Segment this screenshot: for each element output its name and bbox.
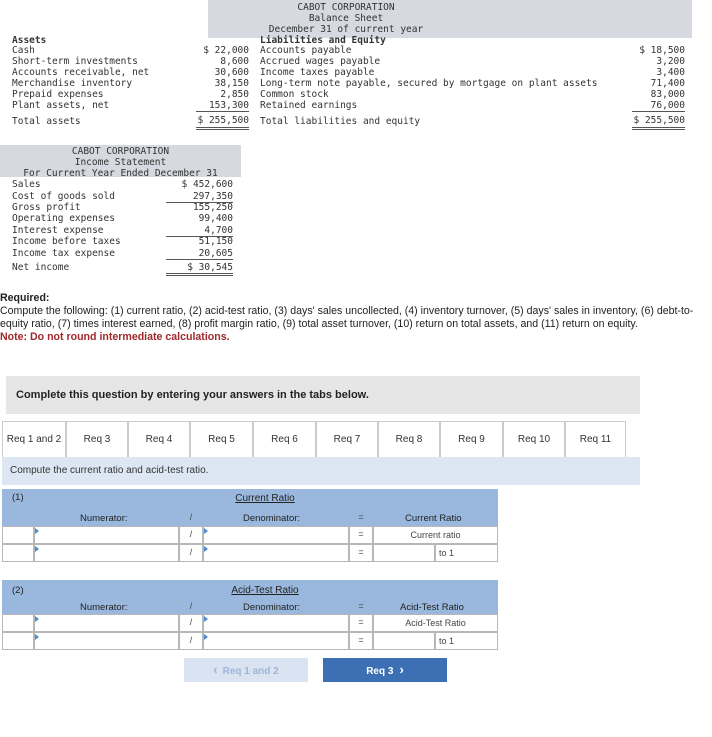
p1-to1: to 1	[439, 548, 455, 558]
is-row-value: 297,350	[166, 191, 233, 203]
chevron-left-icon: ‹	[213, 662, 218, 677]
total-liab-value: $ 255,500	[632, 115, 685, 130]
p2-eq-head: =	[358, 601, 364, 611]
asset-row-value: 8,600	[220, 56, 249, 67]
liab-row-value: 71,400	[650, 78, 685, 89]
is-period: For Current Year Ended December 31	[23, 168, 218, 179]
is-row-value: $ 452,600	[181, 179, 233, 190]
rounding-note: Note: Do not round intermediate calculations.	[0, 331, 230, 343]
is-row-label: Cost of goods sold	[12, 191, 115, 202]
liab-row-label: Retained earnings	[260, 100, 358, 111]
tab-req-5[interactable]: Req 5	[190, 421, 253, 457]
p1-row1-div-cell	[179, 526, 203, 544]
tab-req-3[interactable]: Req 3	[66, 421, 128, 457]
prev-button-label: Req 1 and 2	[222, 666, 279, 677]
p2-row2-eq: =	[358, 635, 364, 645]
liab-row-label: Common stock	[260, 89, 329, 100]
asset-row-value: 30,600	[214, 67, 249, 78]
liab-heading: Liabilities and Equity	[260, 35, 386, 46]
input-marker-icon	[35, 634, 39, 640]
asset-row-label: Prepaid expenses	[12, 89, 104, 100]
input-marker-icon	[35, 616, 39, 622]
is-row-label: Interest expense	[12, 225, 104, 236]
p2-to1: to 1	[439, 636, 455, 646]
p2-row1-eq: =	[358, 617, 364, 627]
is-title: Income Statement	[74, 157, 167, 168]
asset-row-value: 153,300	[196, 100, 249, 112]
prev-button[interactable]	[184, 658, 308, 682]
is-row-value: 4,700	[166, 225, 233, 237]
asset-row-value: $ 22,000	[203, 45, 249, 56]
input-marker-icon	[204, 546, 208, 552]
next-button[interactable]	[323, 658, 447, 682]
p1-row1-result	[373, 526, 498, 544]
p1-result-heading: Current Ratio	[405, 513, 462, 524]
p1-row2-numerator[interactable]	[34, 544, 179, 562]
p1-row1-blank	[2, 526, 34, 544]
input-marker-icon	[204, 528, 208, 534]
p2-result-label: Acid-Test Ratio	[405, 618, 466, 628]
p1-row1-numerator[interactable]	[34, 526, 179, 544]
total-assets-value: $ 255,500	[196, 115, 249, 130]
assets-heading: Assets	[12, 35, 47, 46]
p1-ratio-input[interactable]	[373, 544, 435, 562]
part2-num: (2)	[12, 585, 24, 596]
part1-num: (1)	[12, 492, 24, 503]
is-row-label: Income tax expense	[12, 248, 115, 259]
liab-row-label: Long-term note payable, secured by mortgage on plant assets	[260, 78, 598, 89]
liab-row-label: Income taxes payable	[260, 67, 375, 78]
tab-req-11[interactable]: Req 11	[565, 421, 626, 457]
p1-row2-blank	[2, 544, 34, 562]
p2-row1-result	[373, 614, 498, 632]
p2-row2-div: /	[189, 635, 193, 645]
is-row-value: 155,250	[192, 202, 233, 213]
total-assets-label: Total assets	[12, 116, 81, 127]
total-liab-label: Total liabilities and equity	[260, 116, 421, 127]
p1-denominator-label: Denominator:	[243, 513, 301, 524]
tab-req-6[interactable]: Req 6	[253, 421, 316, 457]
p1-row2-eq: =	[358, 547, 364, 557]
asset-row-label: Short-term investments	[12, 56, 138, 67]
p2-row1-denominator[interactable]	[203, 614, 349, 632]
p1-eq-head: =	[358, 512, 364, 522]
liab-row-label: Accounts payable	[260, 45, 352, 56]
p1-row1-eq-cell	[349, 526, 373, 544]
tab-req-10[interactable]: Req 10	[503, 421, 565, 457]
is-company: CABOT CORPORATION	[71, 146, 170, 157]
p2-row1-div: /	[189, 617, 193, 627]
p1-row2-denominator[interactable]	[203, 544, 349, 562]
p2-numerator-label: Numerator:	[80, 602, 128, 613]
p1-result-label: Current ratio	[410, 530, 461, 540]
question-text: Compute the following: (1) current ratio, (2) acid-test ratio, (3) days' sales uncollected, (4) inventory turnover, (5) days' sales in inventory, (6) debt-to-equity ratio, (7) times interest earned, (8) profit margin ratio, (9) total asset turnover, (10) return on total assets, and (11) return on equity.	[0, 305, 694, 330]
liab-row-value: 76,000	[632, 100, 685, 112]
is-row-label: Net income	[12, 262, 70, 273]
tab-prompt: Compute the current ratio and acid-test ratio.	[10, 465, 209, 476]
liab-row-value: 83,000	[650, 89, 685, 100]
is-row-value: 20,605	[166, 248, 233, 260]
p2-result-heading: Acid-Test Ratio	[400, 602, 464, 613]
required-label: Required:	[0, 292, 50, 304]
instructions-bar: Complete this question by entering your answers in the tabs below.	[6, 376, 640, 414]
is-row-label: Operating expenses	[12, 213, 115, 224]
p2-div-head: /	[189, 601, 193, 611]
p2-row2-div-cell	[179, 632, 203, 650]
tab-req-9[interactable]: Req 9	[440, 421, 503, 457]
p2-ratio-input[interactable]	[373, 632, 435, 650]
p1-row1-div: /	[189, 529, 193, 539]
is-row-value: 51,150	[198, 236, 233, 247]
balance-sheet-header	[208, 0, 692, 38]
liab-row-value: 3,200	[656, 56, 685, 67]
p1-row2-div-cell	[179, 544, 203, 562]
acid-test-heading[interactable]: Acid-Test Ratio	[231, 585, 299, 596]
tab-req-7[interactable]: Req 7	[316, 421, 378, 457]
input-marker-icon	[204, 634, 208, 640]
tab-req-1-and-2[interactable]: Req 1 and 2	[2, 421, 66, 457]
p2-row2-eq-cell	[349, 632, 373, 650]
is-row-value: $ 30,545	[166, 262, 233, 276]
input-marker-icon	[35, 528, 39, 534]
is-row-label: Gross profit	[12, 202, 81, 213]
asset-row-label: Plant assets, net	[12, 100, 110, 111]
p2-denominator-label: Denominator:	[243, 602, 301, 613]
p1-div-head: /	[189, 512, 193, 522]
asset-row-label: Cash	[12, 45, 35, 56]
liab-row-value: $ 18,500	[639, 45, 685, 56]
input-marker-icon	[35, 546, 39, 552]
liab-row-label: Accrued wages payable	[260, 56, 381, 67]
p2-row2-numerator[interactable]	[34, 632, 179, 650]
p1-row2-eq-cell	[349, 544, 373, 562]
p2-row1-div-cell	[179, 614, 203, 632]
income-statement-header	[0, 145, 241, 177]
p1-row2-div: /	[189, 547, 193, 557]
bs-title: Balance Sheet	[308, 13, 384, 24]
next-button-label: Req 3	[366, 666, 394, 677]
p1-row1-denominator[interactable]	[203, 526, 349, 544]
chevron-right-icon: ›	[399, 662, 404, 677]
p2-row1-eq-cell	[349, 614, 373, 632]
tab-req-4[interactable]: Req 4	[128, 421, 190, 457]
is-row-value: 99,400	[198, 213, 233, 224]
input-marker-icon	[204, 616, 208, 622]
p1-numerator-label: Numerator:	[80, 513, 128, 524]
p2-row2-denominator[interactable]	[203, 632, 349, 650]
asset-row-label: Accounts receivable, net	[12, 67, 150, 78]
p2-row1-numerator[interactable]	[34, 614, 179, 632]
tab-req-8[interactable]: Req 8	[378, 421, 440, 457]
current-ratio-heading[interactable]: Current Ratio	[235, 493, 295, 504]
p1-to1-cell	[435, 544, 498, 562]
p2-row1-blank	[2, 614, 34, 632]
asset-row-value: 38,150	[214, 78, 249, 89]
is-row-label: Sales	[12, 179, 41, 190]
asset-row-label: Merchandise inventory	[12, 78, 133, 89]
tab-prompt-bar	[2, 457, 640, 485]
liab-row-value: 3,400	[656, 67, 685, 78]
bs-date: December 31 of current year	[268, 24, 424, 35]
asset-row-value: 2,850	[220, 89, 249, 100]
is-row-label: Income before taxes	[12, 236, 121, 247]
p2-to1-cell	[435, 632, 498, 650]
p1-row1-eq: =	[358, 529, 364, 539]
bs-company: CABOT CORPORATION	[297, 2, 395, 13]
p2-row2-blank	[2, 632, 34, 650]
